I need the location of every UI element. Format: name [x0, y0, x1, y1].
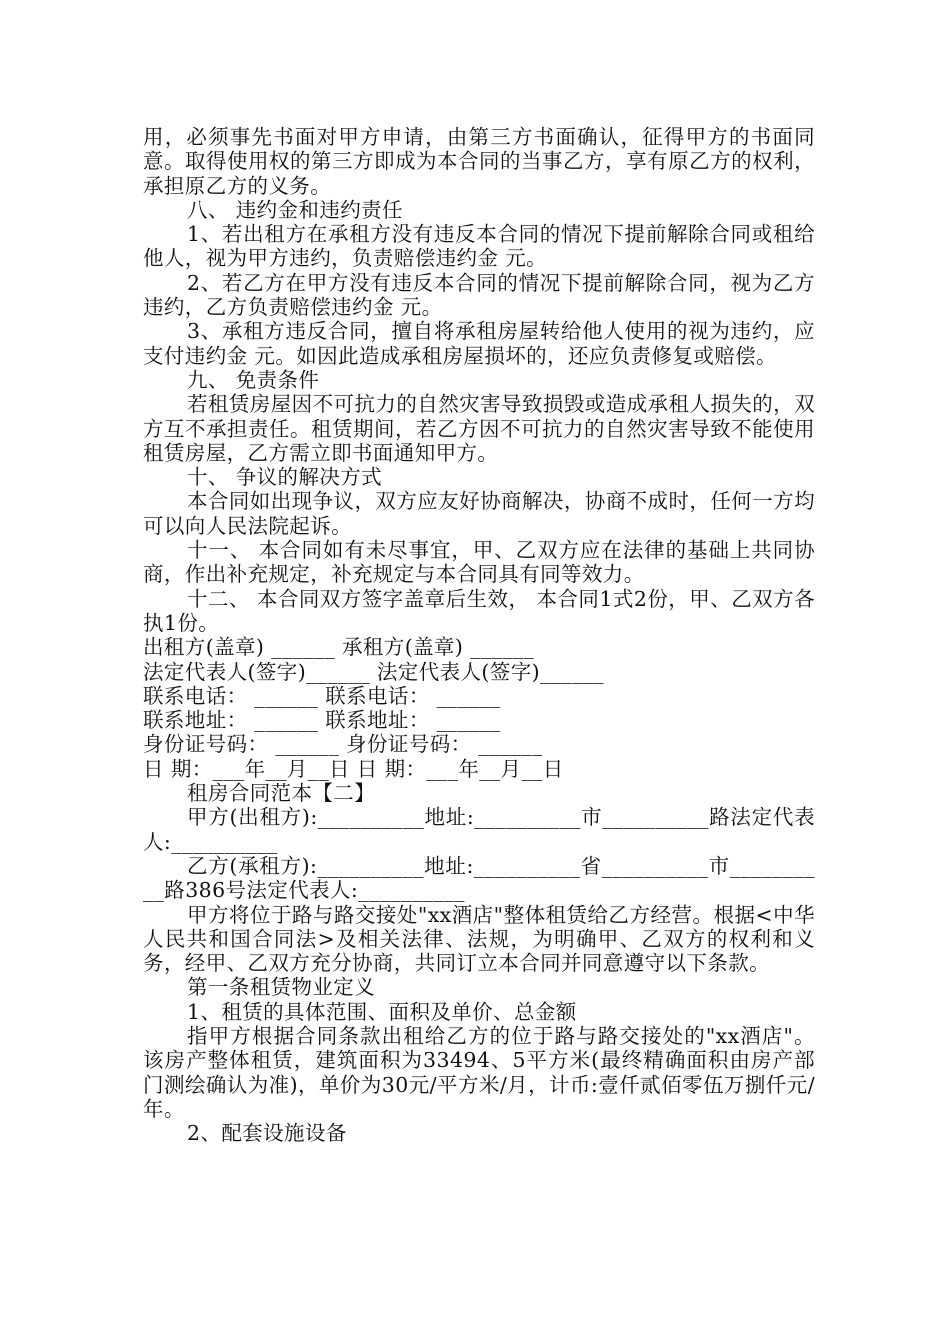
paragraph-8-2: 2、若乙方在甲方没有违反本合同的情况下提前解除合同，视为乙方违约，乙方负责赔偿违约金 元。 [143, 270, 815, 320]
signature-id-line: 身份证号码： ______ 身份证号码： ______ [143, 732, 543, 757]
heading-article-1-1: 1、租赁的具体范围、面积及单价、总金额 [187, 999, 577, 1024]
signature-seal-line: 出租方(盖章) ______ 承租方(盖章) ______ [143, 635, 535, 660]
heading-article-1-2: 2、配套设施设备 [187, 1121, 347, 1146]
paragraph-section-12: 十二、 本合同双方签字盖章后生效， 本合同1式2份，甲、乙双方各执1份。 [143, 586, 815, 635]
heading-article-1: 第一条租赁物业定义 [187, 975, 376, 1000]
heading-section-10: 十、 争议的解决方式 [187, 465, 383, 490]
paragraph-9: 若租赁房屋因不可抗力的自然灾害导致损毁或造成承租人损失的，双方互不承担责任。租赁期间，若乙方因不可抗力的自然灾害导致不能使用租赁房屋，乙方需立即书面通知甲方。 [143, 392, 815, 465]
document-body [143, 125, 815, 1145]
party-a-line: 甲方(出租方):__________地址:__________市__________路法定代表人:__________ [143, 805, 815, 854]
paragraph-8-1: 1、若出租方在承租方没有违反本合同的情况下提前解除合同或租给他人，视为甲方违约，负责赔偿违约金 元。 [143, 222, 815, 271]
paragraph-10: 本合同如出现争议，双方应友好协商解决，协商不成时，任何一方均可以向人民法院起诉。 [143, 489, 815, 538]
heading-template-2: 租房合同范本【二】 [187, 781, 376, 806]
paragraph-use-right-transfer: 用，必须事先书面对甲方申请，由第三方书面确认，征得甲方的书面同意。取得使用权的第三方即成为本合同的当事乙方，享有原乙方的权利，承担原乙方的义务。 [143, 125, 815, 198]
paragraph-8-3: 3、承租方违反合同，擅自将承租房屋转给他人使用的视为违约，应支付违约金 元。如因此造成承租房屋损坏的，还应负责修复或赔偿。 [143, 319, 815, 368]
signature-date-line: 日 期：___年__月__日 日 期：___年__月__日 [143, 756, 564, 781]
paragraph-section-11: 十一、 本合同如有未尽事宜，甲、乙双方应在法律的基础上共同协商，作出补充规定，补充规定与本合同具有同等效力。 [143, 538, 815, 587]
heading-section-8: 八、 违约金和违约责任 [187, 197, 403, 222]
party-b-line: 乙方(承租方):__________地址:__________省__________市__________路386号法定代表人:__________ [143, 853, 815, 903]
heading-section-9: 九、 免责条件 [187, 367, 320, 392]
paragraph-article-1-1: 指甲方根据合同条款出租给乙方的位于路与路交接处的"xx酒店"。该房产整体租赁，建筑面积为33494、5平方米(最终精确面积由房产部门测绘确认为准)，单价为30元/平方米/月，计币:壹仟贰佰零伍万捌仟元/年。 [143, 1023, 815, 1121]
paragraph-preamble: 甲方将位于路与路交接处"xx酒店"整体租赁给乙方经营。根据<中华人民共和国合同法>及相关法律、法规，为明确甲、乙双方的权利和义务，经甲、乙双方充分协商，共同订立本合同并同意遵守以下条款。 [143, 902, 815, 976]
signature-address-line: 联系地址： ______ 联系地址： ______ [143, 708, 501, 733]
signature-representative-line: 法定代表人(签字)______ 法定代表人(签字)______ [143, 659, 604, 684]
signature-phone-line: 联系电话： ______ 联系电话： ______ [143, 683, 501, 708]
